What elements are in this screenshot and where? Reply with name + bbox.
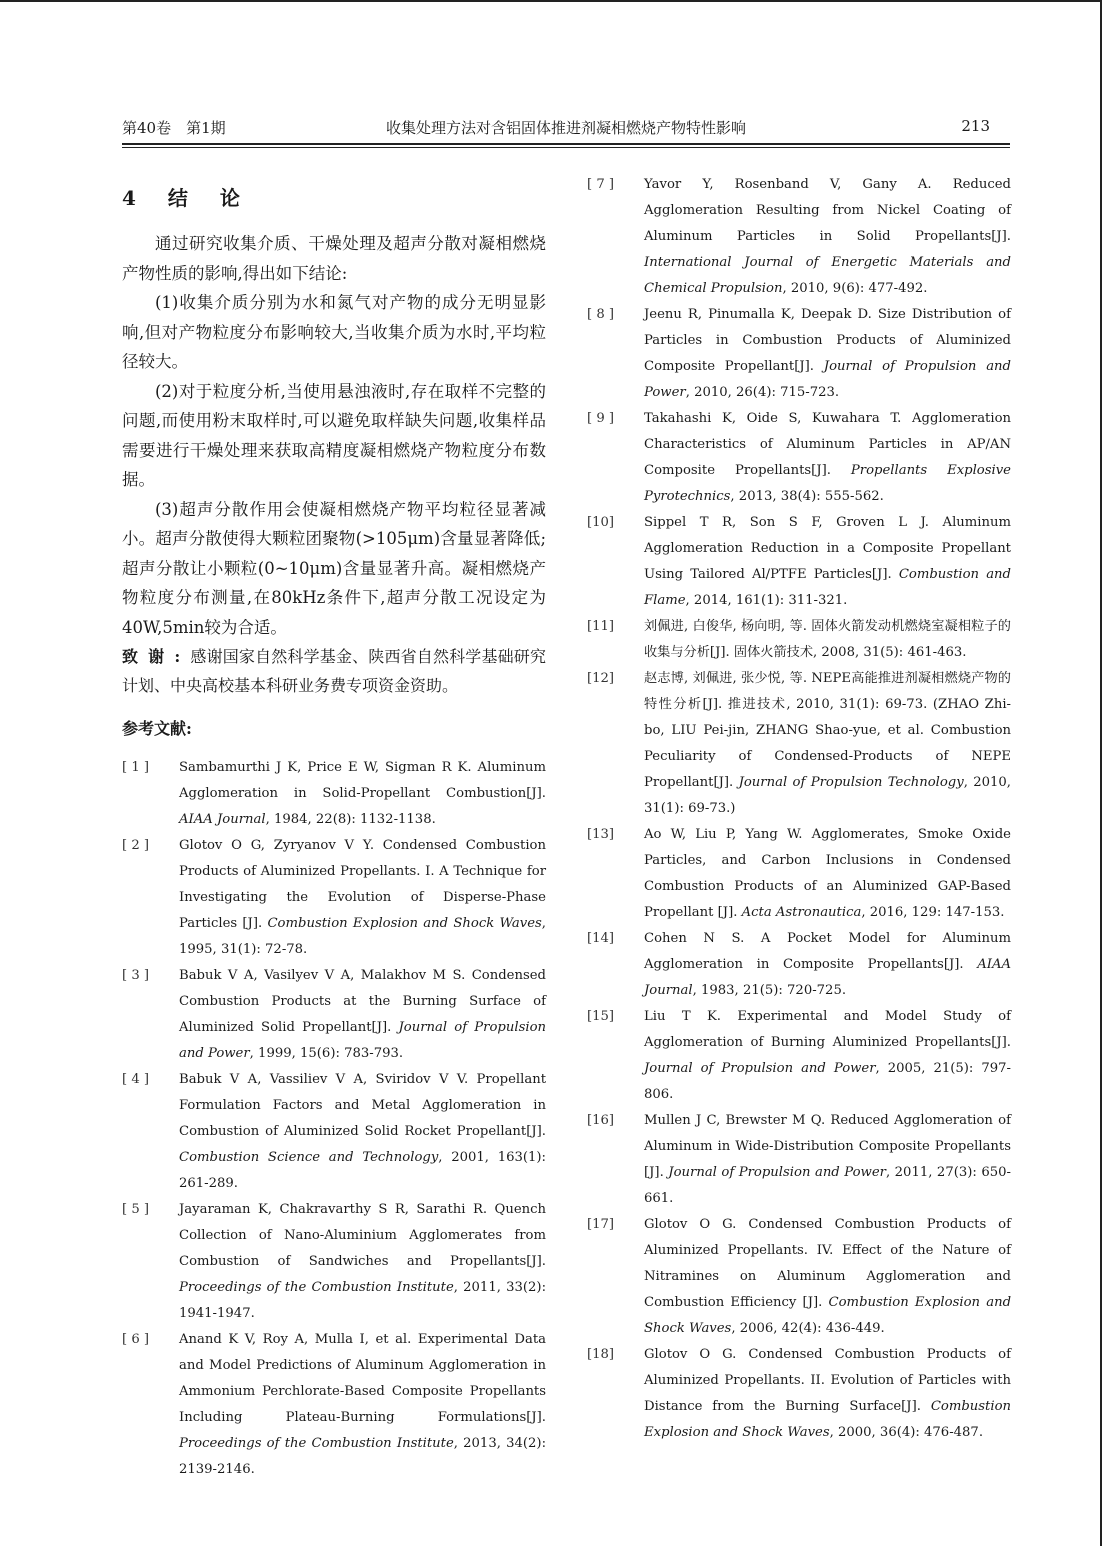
reference-details: , 2013, 38(4): 555-562. — [730, 489, 884, 504]
reference-number: [ 4 ] — [122, 1072, 150, 1087]
reference-journal: Journal of Propulsion and Power — [644, 359, 1011, 400]
reference-details: , 2010, 9(6): 477-492. — [782, 281, 928, 296]
reference-item — [122, 833, 546, 963]
reference-journal: Journal of Propulsion and Power — [179, 1020, 546, 1061]
reference-authors-title: Mullen J C, Brewster M Q. Reduced Agglomeration of Aluminum in Wide-Distribution Composite Propellants [J]. — [644, 1113, 1011, 1180]
reference-authors-title: 赵志博, 刘佩进, 张少悦, 等. NEPE高能推进剂凝相燃烧产物的特性分析[J]. 推进技术, 2010, 31(1): 69-73. (ZHAO Zhi-bo, LIU Pei-jin, ZHANG Shao-yue, et al. Combustion Peculiarity of Condensed-Products of NEPE Propellant[J]. — [644, 671, 1011, 790]
reference-authors-title: Glotov O G, Zyryanov V Y. Condensed Combustion Products of Aluminized Propellants. I. A Technique for Investigating the Evolution of Disperse-Phase Particles [J]. — [179, 838, 546, 931]
reference-authors-title: Sambamurthi J K, Price E W, Sigman R K. Aluminum Agglomeration in Solid-Propellant Combustion[J]. — [179, 760, 546, 801]
acknowledgement-text: 感谢国家自然科学基金、陕西省自然科学基础研究计划、中央高校基本科研业务费专项资金资助。 — [122, 647, 546, 695]
reference-authors-title: Sippel T R, Son S F, Groven L J. Aluminum Agglomeration Reduction in a Composite Propellant Using Tailored Al/PTFE Particles[J]. — [644, 515, 1011, 582]
header-rule-thin — [122, 147, 1010, 148]
reference-item — [587, 926, 1011, 1004]
reference-number: [10] — [587, 515, 615, 530]
reference-journal: Acta Astronautica — [741, 905, 862, 920]
reference-journal: AIAA Journal — [644, 957, 1011, 998]
reference-number: [ 2 ] — [122, 838, 150, 853]
reference-text — [644, 926, 1011, 1004]
reference-item — [587, 1342, 1011, 1446]
reference-number: [16] — [587, 1113, 615, 1128]
reference-number: [17] — [587, 1217, 615, 1232]
running-title: 收集处理方法对含铝固体推进剂凝相燃烧产物特性影响 — [385, 119, 746, 137]
journal-volume: 第40卷 第1期 — [122, 119, 226, 137]
conclusion-paragraph: 通过研究收集介质、干燥处理及超声分散对凝相燃烧产物性质的影响,得出如下结论: — [122, 234, 546, 283]
reference-item — [587, 1212, 1011, 1342]
reference-item — [587, 1108, 1011, 1212]
reference-item — [587, 172, 1011, 302]
reference-authors-title: Jeenu R, Pinumalla K, Deepak D. Size Distribution of Particles in Combustion Products of Aluminized Composite Propellant[J]. — [644, 307, 1011, 374]
page-number: 213 — [961, 117, 990, 135]
reference-item — [587, 510, 1011, 614]
reference-text — [179, 833, 546, 963]
reference-list-left — [122, 755, 546, 1483]
reference-text — [179, 1197, 546, 1327]
reference-details: , 2011, 33(2): 1941-1947. — [179, 1280, 547, 1321]
reference-journal: Combustion Explosion and Shock Waves — [267, 916, 542, 931]
reference-number: [ 3 ] — [122, 968, 150, 983]
reference-text — [644, 614, 1011, 666]
reference-number: [ 1 ] — [122, 760, 150, 775]
reference-journal: Combustion Science and Technology — [179, 1150, 439, 1165]
reference-text — [179, 1327, 546, 1483]
reference-journal: Journal of Propulsion and Power — [668, 1165, 886, 1180]
reference-text — [644, 1108, 1011, 1212]
reference-number: [11] — [587, 619, 615, 634]
reference-journal: International Journal of Energetic Materials and Chemical Propulsion — [644, 255, 1011, 296]
reference-journal: Journal of Propulsion Technology — [738, 775, 964, 790]
reference-item — [587, 1004, 1011, 1108]
reference-details: , 1984, 22(8): 1132-1138. — [265, 812, 436, 827]
reference-item — [122, 963, 546, 1067]
reference-number: [13] — [587, 827, 615, 842]
reference-journal: Journal of Propulsion and Power — [644, 1061, 876, 1076]
reference-journal: AIAA Journal — [179, 812, 266, 827]
reference-list-right — [587, 172, 1011, 1446]
top-border — [0, 0, 1102, 2]
running-header — [122, 117, 1010, 139]
reference-authors-title: Jayaraman K, Chakravarthy S R, Sarathi R. Quench Collection of Nano-Aluminium Agglomerates from Combustion of Sandwiches and Propellants[J]. — [179, 1202, 546, 1269]
reference-number: [15] — [587, 1009, 615, 1024]
reference-details: , 2000, 36(4): 476-487. — [829, 1425, 984, 1440]
reference-details: , 2014, 161(1): 311-321. — [685, 593, 848, 608]
reference-authors-title: 刘佩进, 白俊华, 杨向明, 等. 固体火箭发动机燃烧室凝相粒子的收集与分析[J]. 固体火箭技术, 2008, 31(5): 461-463. — [644, 619, 1011, 660]
reference-item — [587, 614, 1011, 666]
reference-authors-title: Takahashi K, Oide S, Kuwahara T. Agglomeration Characteristics of Aluminum Particles in AP/AN Composite Propellants[J]. — [644, 411, 1011, 478]
reference-authors-title: Anand K V, Roy A, Mulla I, et al. Experimental Data and Model Predictions of Aluminum Agglomeration in Ammonium Perchlorate-Based Composite Propellants Including Plateau-Burning Formulations[J]. — [179, 1332, 546, 1425]
reference-authors-title: Babuk V A, Vasilyev V A, Malakhov M S. Condensed Combustion Products at the Burning Surface of Aluminized Solid Propellant[J]. — [179, 968, 546, 1035]
reference-journal: Proceedings of the Combustion Institute — [179, 1280, 454, 1295]
reference-details: , 2010, 31(1): 69-73.) — [644, 775, 1011, 816]
reference-text — [179, 963, 546, 1067]
reference-text — [179, 755, 546, 833]
section-heading: 4 结 论 — [122, 186, 246, 210]
reference-text — [644, 172, 1011, 302]
reference-item — [587, 822, 1011, 926]
reference-details: , 1983, 21(5): 720-725. — [692, 983, 847, 998]
reference-text — [644, 666, 1011, 822]
reference-details: , 2005, 21(5): 797-806. — [644, 1061, 1011, 1102]
reference-journal: Combustion and Flame — [644, 567, 1011, 608]
left-column — [122, 182, 546, 1483]
reference-text — [644, 302, 1011, 406]
reference-number: [ 7 ] — [587, 177, 615, 192]
header-rule-thick — [122, 143, 1010, 145]
conclusion-paragraph: (1)收集介质分别为水和氮气对产物的成分无明显影响,但对产物粒度分布影响较大,当收集介质为水时,平均粒径较大。 — [122, 293, 546, 371]
reference-text — [644, 822, 1011, 926]
reference-text — [179, 1067, 546, 1197]
reference-authors-title: Yavor Y, Rosenband V, Gany A. Reduced Agglomeration Resulting from Nickel Coating of Aluminum Particles in Solid Propellants[J]. — [644, 177, 1011, 244]
reference-authors-title: Glotov O G. Condensed Combustion Products of Aluminized Propellants. II. Evolution of Particles with Distance from the Burning Surface[J]. — [644, 1347, 1011, 1414]
acknowledgement-label: 致谢: — [122, 647, 191, 666]
reference-details: , 2011, 27(3): 650-661. — [644, 1165, 1011, 1206]
reference-text — [644, 510, 1011, 614]
reference-details: , 2016, 129: 147-153. — [861, 905, 1005, 920]
reference-number: [ 5 ] — [122, 1202, 150, 1217]
references-heading: 参考文献: — [122, 719, 192, 738]
reference-details: , 2006, 42(4): 436-449. — [731, 1321, 885, 1336]
reference-item — [587, 406, 1011, 510]
reference-item — [122, 1197, 546, 1327]
reference-number: [18] — [587, 1347, 615, 1362]
reference-authors-title: Liu T K. Experimental and Model Study of Agglomeration of Burning Aluminized Propellants[J]. — [644, 1009, 1011, 1050]
reference-journal: Combustion Explosion and Shock Waves — [644, 1399, 1011, 1440]
reference-authors-title: Babuk V A, Vassiliev V A, Sviridov V V. Propellant Formulation Factors and Metal Agglomeration in Combustion of Aluminized Solid Rocket Propellant[J]. — [179, 1072, 546, 1139]
reference-text — [644, 1004, 1011, 1108]
reference-authors-title: Cohen N S. A Pocket Model for Aluminum Agglomeration in Composite Propellants[J]. — [644, 931, 1011, 972]
acknowledgement — [122, 642, 546, 700]
conclusion-paragraph: (3)超声分散作用会使凝相燃烧产物平均粒径显著减小。超声分散使得大颗粒团聚物(>105μm)含量显著降低;超声分散让小颗粒(0~10μm)含量显著升高。凝相燃烧产物粒度分布测量,在80kHz条件下,超声分散工况设定为40W,5min较为合适。 — [122, 499, 546, 637]
reference-number: [ 6 ] — [122, 1332, 150, 1347]
reference-number: [ 9 ] — [587, 411, 615, 426]
reference-details: , 1995, 31(1): 72-78. — [179, 916, 546, 957]
reference-journal: Propellants Explosive Pyrotechnics — [644, 463, 1011, 504]
reference-item — [587, 302, 1011, 406]
reference-text — [644, 1212, 1011, 1342]
reference-journal: Proceedings of the Combustion Institute — [179, 1436, 454, 1451]
reference-item — [122, 755, 546, 833]
reference-details: , 1999, 15(6): 783-793. — [249, 1046, 404, 1061]
conclusion-paragraph: (2)对于粒度分析,当使用悬浊液时,存在取样不完整的问题,而使用粉末取样时,可以避免取样缺失问题,收集样品需要进行干燥处理来获取高精度凝相燃烧产物粒度分布数据。 — [122, 381, 546, 489]
reference-text — [644, 406, 1011, 510]
right-column — [587, 172, 1011, 1446]
reference-details: , 2001, 163(1): 261-289. — [179, 1150, 547, 1191]
reference-details: , 2013, 34(2): 2139-2146. — [179, 1436, 547, 1477]
reference-number: [12] — [587, 671, 615, 686]
reference-authors-title: Ao W, Liu P, Yang W. Agglomerates, Smoke Oxide Particles, and Carbon Inclusions in Condensed Combustion Products of an Aluminized GAP-Based Propellant [J]. — [644, 827, 1011, 920]
reference-item — [587, 666, 1011, 822]
reference-item — [122, 1067, 546, 1197]
reference-text — [644, 1342, 1011, 1446]
reference-item — [122, 1327, 546, 1483]
reference-journal: Combustion Explosion and Shock Waves — [644, 1295, 1012, 1336]
reference-authors-title: Glotov O G. Condensed Combustion Products of Aluminized Propellants. IV. Effect of the Nature of Nitramines on Aluminum Agglomeration and Combustion Efficiency [J]. — [644, 1217, 1011, 1310]
reference-number: [ 8 ] — [587, 307, 615, 322]
reference-number: [14] — [587, 931, 615, 946]
reference-details: , 2010, 26(4): 715-723. — [685, 385, 840, 400]
